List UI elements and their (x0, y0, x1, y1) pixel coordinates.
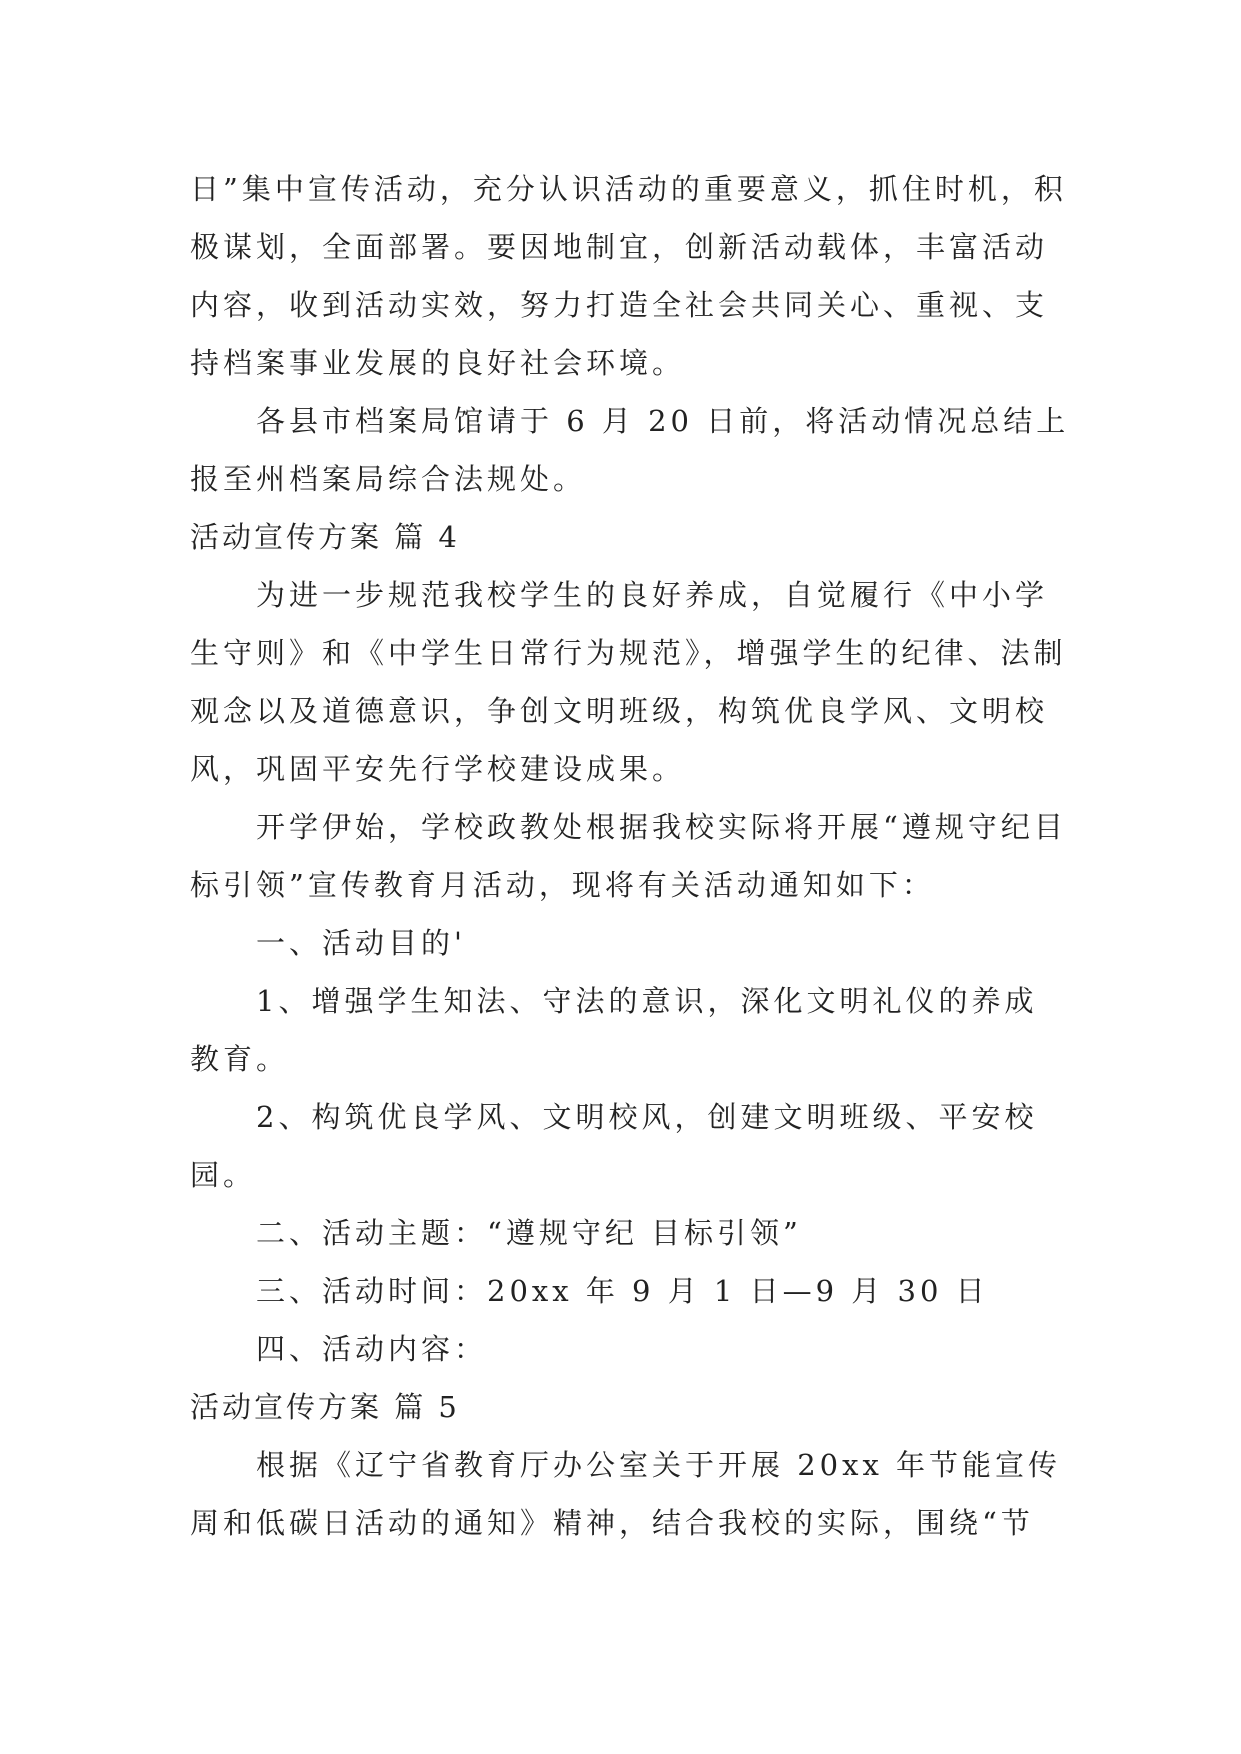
list-heading-theme: 二、活动主题：“遵规守纪 目标引领” (256, 1216, 802, 1250)
list-heading-content: 四、活动内容： (256, 1332, 488, 1366)
paragraph-archive-campaign: 日”集中宣传活动，充分认识活动的重要意义，抓住时机，积极谋划，全面部署。要因地制宜，创新活动载体，丰富活动内容，收到活动实效，努力打造全社会共同关心、重视、支持档案事业发展的良好社会环境。 (190, 172, 1067, 380)
paragraph-energy-week: 根据《辽宁省教育厅办公室关于开展 20xx 年节能宣传周和低碳日活动的通知》精神，结合我校的实际，围绕“节 (190, 1448, 1062, 1540)
paragraph-report-deadline: 各县市档案局馆请于 6 月 20 日前，将活动情况总结上报至州档案局综合法规处。 (190, 404, 1070, 496)
section-heading-4: 活动宣传方案 篇 4 (190, 520, 460, 554)
list-heading-time: 三、活动时间：20xx 年 9 月 1 日—9 月 30 日 (256, 1274, 989, 1308)
list-item-goal-1: 1、增强学生知法、守法的意识，深化文明礼仪的养成教育。 (190, 984, 1038, 1076)
list-item-goal-2: 2、构筑优良学风、文明校风，创建文明班级、平安校园。 (190, 1100, 1038, 1192)
document-body (190, 160, 1070, 1552)
paragraph-activity-notice: 开学伊始，学校政教处根据我校实际将开展“遵规守纪目标引领”宣传教育月活动，现将有关活动通知如下： (190, 810, 1067, 902)
paragraph-purpose-intro: 为进一步规范我校学生的良好养成，自觉履行《中小学生守则》和《中学生日常行为规范》，增强学生的纪律、法制观念以及道德意识，争创文明班级，构筑优良学风、文明校风，巩固平安先行学校建设成果。 (190, 578, 1067, 786)
list-heading-goal: 一、活动目的' (256, 926, 466, 960)
section-heading-5: 活动宣传方案 篇 5 (190, 1390, 460, 1424)
